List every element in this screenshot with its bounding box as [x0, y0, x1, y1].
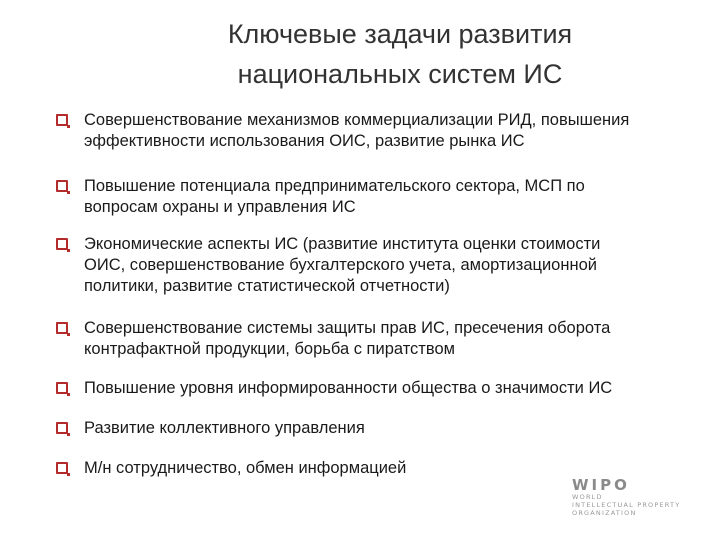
bullet-text-line: Повышение потенциала предпринимательского сектора, МСП по [84, 177, 585, 195]
checkbox-bullet-icon [56, 382, 68, 394]
wipo-logo-line-3: ORGANIZATION [572, 509, 637, 517]
bullet-text-line: Экономические аспекты ИС (развитие института оценки стоимости [84, 235, 601, 253]
bullet-item [56, 378, 720, 399]
bullet-item [56, 234, 720, 297]
bullet-text-line: контрафактной продукции, борьба с пиратством [84, 340, 455, 358]
bullet-text-line: политики, развитие статистической отчетности) [84, 277, 450, 295]
checkbox-bullet-icon [56, 180, 68, 192]
bullet-item [56, 110, 720, 152]
checkbox-bullet-icon [56, 114, 68, 126]
slide-title-line-1: Ключевые задачи развития [227, 19, 573, 49]
wipo-logo-line-1: WORLD [572, 493, 603, 501]
bullet-text-line: Повышение уровня информированности общества о значимости ИС [84, 379, 613, 397]
bullet-item [56, 318, 720, 360]
bullet-item [56, 418, 720, 439]
checkbox-bullet-icon [56, 462, 68, 474]
bullet-list [56, 110, 706, 490]
bullet-text-line: ОИС, совершенствование бухгалтерского учета, амортизационной [84, 256, 597, 274]
wipo-logo-word: WIPO [572, 476, 630, 494]
checkbox-bullet-icon [56, 238, 68, 250]
wipo-logo [572, 477, 712, 525]
bullet-text-line: Совершенствование механизмов коммерциализации РИД, повышения [84, 111, 630, 129]
bullet-text-line: Развитие коллективного управления [84, 419, 365, 437]
bullet-text-line: М/н сотрудничество, обмен информацией [84, 459, 407, 477]
bullet-item [56, 176, 720, 218]
slide-title-line-2: национальных систем ИС [237, 59, 563, 89]
checkbox-bullet-icon [56, 422, 68, 434]
bullet-text-line: эффективности использования ОИС, развитие рынка ИС [84, 132, 525, 150]
checkbox-bullet-icon [56, 322, 68, 334]
bullet-text-line: вопросам охраны и управления ИС [84, 198, 356, 216]
wipo-logo-line-2: INTELLECTUAL PROPERTY [572, 501, 681, 509]
slide-title [60, 14, 720, 94]
bullet-text-line: Совершенствование системы защиты прав ИС, пресечения оборота [84, 319, 611, 337]
